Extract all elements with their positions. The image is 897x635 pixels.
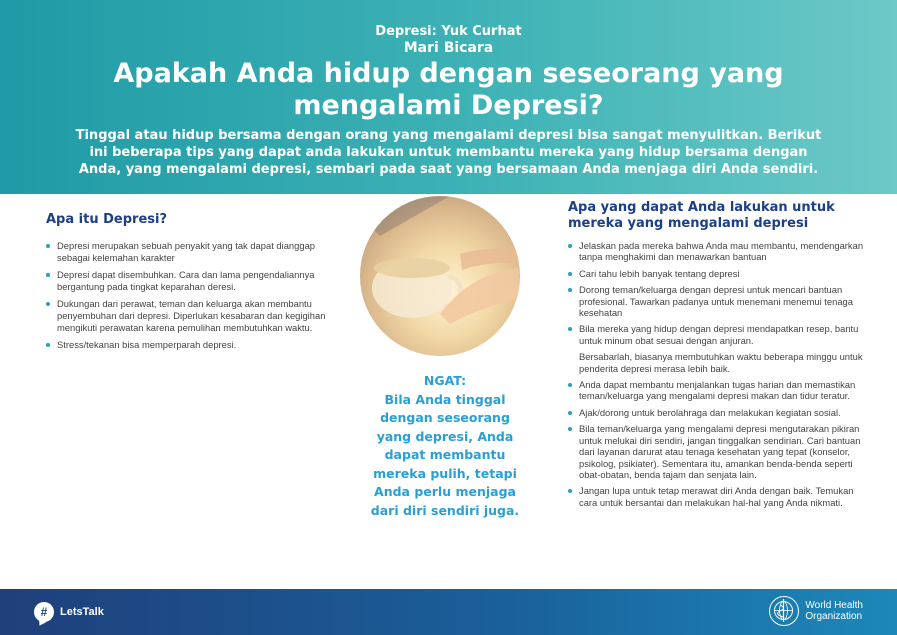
lets-talk-hashtag (34, 602, 104, 622)
what-is-depression-section (46, 212, 346, 357)
who-name-line2: Organization (805, 611, 863, 622)
page-title: Apakah Anda hidup dengan seseorang yang mengalami Depresi? (113, 58, 784, 121)
hashtag-text: LetsTalk (60, 606, 104, 618)
list-item: Dorong teman/keluarga dengan depresi untuk mencari bantuan profesional. Tawarkan padanya untuk menemani menemui tenaga kesehatan (568, 284, 868, 318)
callout-body: Bila Anda tinggal dengan seseorang yang depresi, Anda dapat membantu mereka pulih, tetapi Anda perlu menjaga dari diri sendiri juga. (370, 391, 520, 518)
photo-illustration (360, 196, 520, 356)
intro-text: Tinggal atau hidup bersama dengan orang yang mengalami depresi bisa sangat menyulitkan. Berikut ini beberapa tips yang dapat anda lakukan untuk membantu mereka yang hidup bersama dengan Anda, yang mengalami depresi, sembari pada saat yang bersamaan Anda menjaga diri Anda sendiri. (75, 128, 822, 177)
list-item: Bila teman/keluarga yang mengalami depresi mengutarakan pikiran untuk melukai diri sendiri, jangan tinggalkan sendirian. Cari bantuan dari layanan darurat atau tenaga kesehatan yang tepat (konselor, psikolog, psikiater). Sementara itu, amankan benda-benda seperti obat-obatan, benda tajam dan senjata lain. (568, 423, 868, 480)
footer-bar (0, 589, 897, 635)
who-emblem-icon (769, 596, 799, 626)
section-title-what-is-depression: Apa itu Depresi? (46, 212, 167, 227)
reminder-callout (362, 372, 528, 520)
bullet-list-continued (568, 379, 868, 508)
list-item: Dukungan dari perawat, teman dan keluarga akan membantu penyembuhan dari depresi. Diperlukan kesabaran dan kegigihan mengikuti perawatan karena pemulihan membutuhkan waktu. (46, 298, 346, 333)
speech-bubble-hashtag-icon: # (34, 602, 54, 622)
who-logo-block (769, 596, 863, 626)
list-item: Jelaskan pada mereka bahwa Anda mau membantu, mendengarkan tanpa menghakimi dan menawarkan bantuan (568, 240, 868, 263)
campaign-subkicker: Mari Bicara (403, 40, 494, 56)
what-you-can-do-section (568, 200, 868, 513)
callout-heading: NGAT: (423, 373, 467, 388)
list-item: Jangan lupa untuk tetap merawat diri Anda dengan baik. Temukan cara untuk bersantai dan melakukan hal-hal yang Anda nikmati. (568, 485, 868, 508)
bullet-list (46, 240, 346, 351)
list-item: Cari tahu lebih banyak tentang depresi (568, 268, 868, 279)
who-name (805, 600, 863, 622)
bullet-list (568, 240, 868, 346)
patience-note: Bersabarlah, biasanya membutuhkan waktu beberapa minggu untuk penderita depresi merasa lebih baik. (579, 351, 863, 374)
list-item: Anda dapat membantu menjalankan tugas harian dan memastikan teman/keluarga yang mengalami depresi makan dan tidur teratur. (568, 379, 868, 402)
section-title-what-you-can-do: Apa yang dapat Anda lakukan untuk mereka yang mengalami depresi (568, 200, 835, 231)
campaign-kicker: Depresi: Yuk Curhat (375, 24, 522, 39)
list-item: Ajak/dorong untuk berolahraga dan melakukan kegiatan sosial. (568, 407, 868, 418)
list-item: Stress/tekanan bisa memperparah depresi. (46, 339, 346, 351)
header-banner (0, 0, 897, 194)
list-item: Depresi merupakan sebuah penyakit yang tak dapat dianggap sebagai kelemahan karakter (46, 240, 346, 263)
list-item: Depresi dapat disembuhkan. Cara dan lama pengendaliannya bergantung pada tingkat keparahan deresi. (46, 269, 346, 292)
globe-icon (770, 597, 797, 624)
hands-mug-photo (360, 196, 520, 356)
who-name-line1: World Health (805, 600, 863, 611)
list-item: Bila mereka yang hidup dengan depresi mendapatkan resep, bantu untuk minum obat sesuai dengan anjuran. (568, 323, 868, 346)
